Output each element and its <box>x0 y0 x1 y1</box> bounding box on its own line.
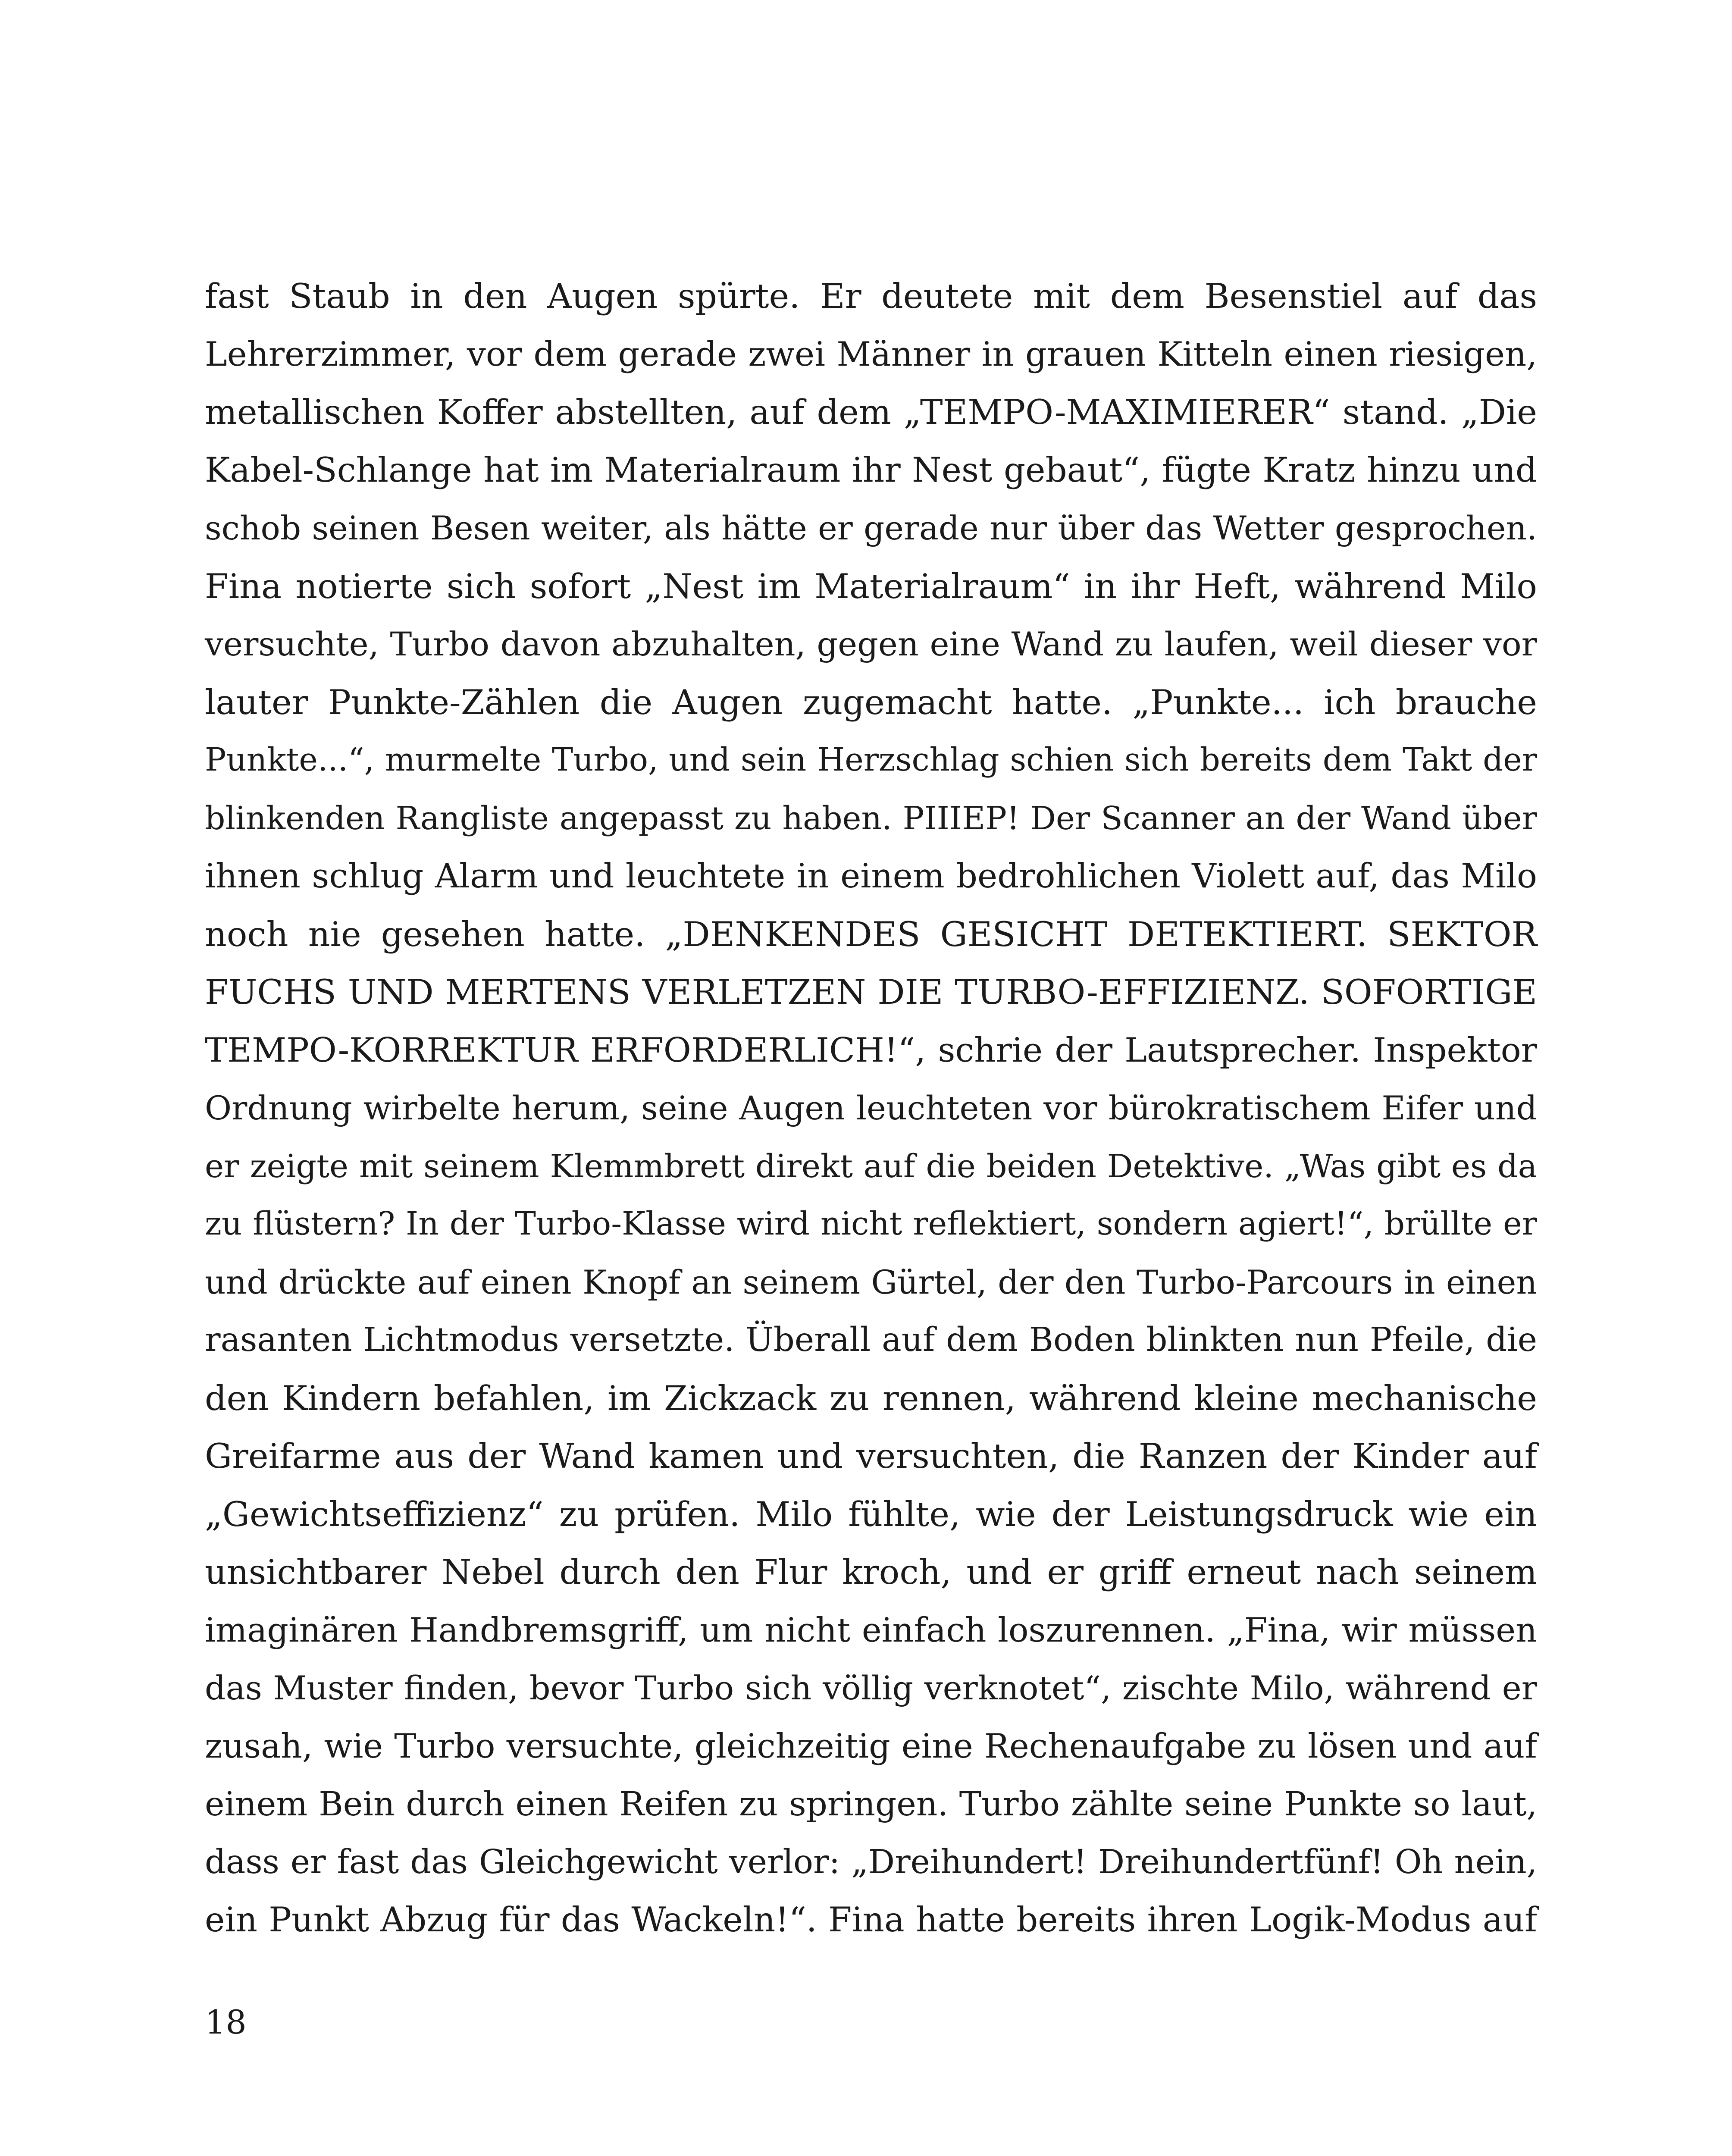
text-line: er zeigte mit seinem Klemmbrett direkt auf die beiden Detektive. „Was gibt es da <box>205 1147 1537 1185</box>
text-line: unsichtbarer Nebel durch den Flur kroch, und er griff erneut nach seinem <box>205 1552 1537 1592</box>
text-line: noch nie gesehen hatte. „DENKENDES GESICHT DETEKTIERT. SEKTOR <box>205 914 1537 954</box>
text-line: imaginären Handbremsgriff, um nicht einfach loszurennen. „Fina, wir müssen <box>205 1611 1537 1650</box>
text-line: Greifarme aus der Wand kamen und versuchten, die Ranzen der Kinder auf <box>205 1436 1537 1476</box>
text-line: zu flüstern? In der Turbo-Klasse wird nicht reflektiert, sondern agiert!“, brüllte er <box>205 1206 1537 1242</box>
text-line: ein Punkt Abzug für das Wackeln!“. Fina hatte bereits ihren Logik-Modus auf <box>205 1900 1537 1940</box>
text-line: versuchte, Turbo davon abzuhalten, gegen eine Wand zu laufen, weil dieser vor <box>205 625 1537 663</box>
text-line: dass er fast das Gleichgewicht verlor: „Dreihundert! Dreihundertfünf! Oh nein, <box>205 1843 1537 1881</box>
text-line: einem Bein durch einen Reifen zu springen. Turbo zählte seine Punkte so laut, <box>205 1785 1537 1824</box>
page-number: 18 <box>205 2003 247 2041</box>
text-line: fast Staub in den Augen spürte. Er deutete mit dem Besenstiel auf das <box>205 276 1537 316</box>
text-line: ihnen schlug Alarm und leuchtete in einem bedrohlichen Violett auf, das Milo <box>205 857 1537 896</box>
text-line: Ordnung wirbelte herum, seine Augen leuchteten vor bürokratischem Eifer und <box>205 1089 1537 1127</box>
text-line: Punkte...“, murmelte Turbo, und sein Herzschlag schien sich bereits dem Takt der <box>205 742 1537 778</box>
text-line: schob seinen Besen weiter, als hätte er gerade nur über das Wetter gesprochen. <box>205 509 1537 547</box>
text-line: FUCHS UND MERTENS VERLETZEN DIE TURBO-EFFIZIENZ. SOFORTIGE <box>205 972 1537 1012</box>
text-line: TEMPO-KORREKTUR ERFORDERLICH!“, schrie der Lautsprecher. Inspektor <box>205 1030 1537 1070</box>
text-line: zusah, wie Turbo versuchte, gleichzeitig eine Rechenaufgabe zu lösen und auf <box>205 1727 1537 1766</box>
text-line: blinkenden Rangliste angepasst zu haben. PIIIEP! Der Scanner an der Wand über <box>205 799 1537 837</box>
text-line: lauter Punkte-Zählen die Augen zugemacht hatte. „Punkte... ich brauche <box>205 682 1537 722</box>
text-line: „Gewichtseffizienz“ zu prüfen. Milo fühlte, wie der Leistungsdruck wie ein <box>205 1494 1537 1534</box>
text-line: und drückte auf einen Knopf an seinem Gürtel, der den Turbo-Parcours in einen <box>205 1263 1537 1301</box>
text-line: metallischen Koffer abstellten, auf dem „TEMPO-MAXIMIERER“ stand. „Die <box>205 392 1537 432</box>
text-line: Fina notierte sich sofort „Nest im Materialraum“ in ihr Heft, während Milo <box>205 566 1537 606</box>
body-text <box>205 267 1537 1949</box>
text-line: den Kindern befahlen, im Zickzack zu rennen, während kleine mechanische <box>205 1378 1537 1418</box>
text-line: Kabel-Schlange hat im Materialraum ihr Nest gebaut“, fügte Kratz hinzu und <box>205 450 1537 490</box>
text-line: rasanten Lichtmodus versetzte. Überall auf dem Boden blinkten nun Pfeile, die <box>205 1321 1537 1359</box>
text-line: das Muster finden, bevor Turbo sich völlig verknotet“, zischte Milo, während er <box>205 1669 1537 1707</box>
text-line: Lehrerzimmer, vor dem gerade zwei Männer in grauen Kitteln einen riesigen, <box>205 335 1537 374</box>
